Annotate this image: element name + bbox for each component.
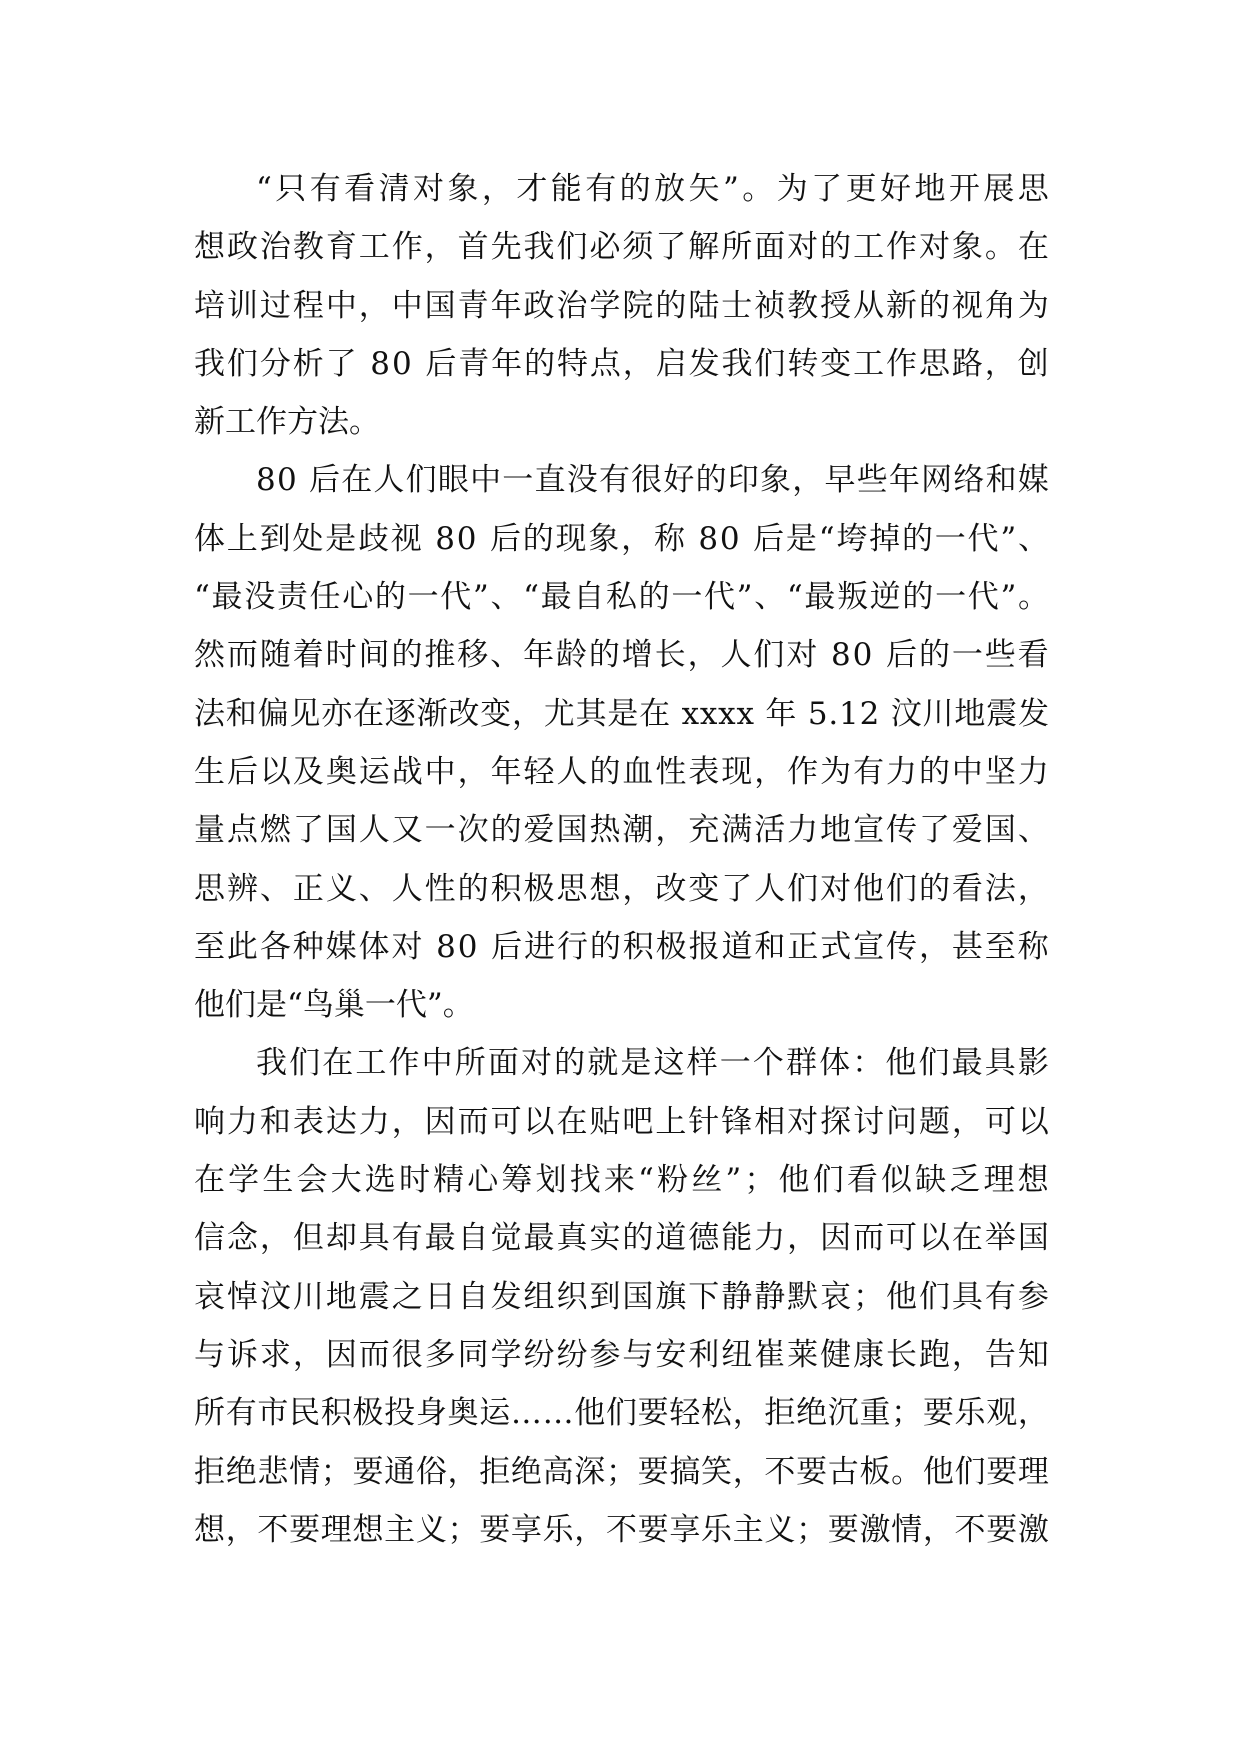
body-text <box>194 160 1049 1559</box>
paragraph-line: 想 ， 不 要 理 想 主 义 ； 要 享 乐 ， 不 要 享 乐 主 义 ； 要 激 情 ， 不 要 激 <box>194 1511 1049 1548</box>
paragraph-line: 8 0 后 在 人 们 眼 中 一 直 没 有 很 好 的 印 象 ， 早 些 年 网 络 和 媒 <box>256 462 1049 499</box>
paragraph-line: 思 辨 、 正 义 、 人 性 的 积 极 思 想 ， 改 变 了 人 们 对 他 们 的 看 法 ， <box>194 870 1049 907</box>
paragraph-line: 所 有 市 民 积 极 投 身 奥 运 … … 他 们 要 轻 松 ， 拒 绝 沉 重 ； 要 乐 观 ， <box>194 1395 1049 1432</box>
paragraph-line: 法 和 偏 见 亦 在 逐 渐 改 变 ， 尤 其 是 在 x x x x 年 5 . 1 2 汶 川 地 震 发 <box>194 695 1049 732</box>
paragraph-line: “ 只 有 看 清 对 象 ， 才 能 有 的 放 矢 ” 。 为 了 更 好 地 开 展 思 <box>256 171 1049 207</box>
paragraph-line: “ 最 没 责 任 心 的 一 代 ” 、 “ 最 自 私 的 一 代 ” 、 “ 最 叛 逆 的 一 代 ” 。 <box>194 579 1049 616</box>
paragraph-line: 他们是“鸟巢一代”。 <box>194 987 474 1024</box>
paragraph-line: 信 念 ， 但 却 具 有 最 自 觉 最 真 实 的 道 德 能 力 ， 因 而 可 以 在 举 国 <box>194 1220 1049 1257</box>
paragraph-line: 量 点 燃 了 国 人 又 一 次 的 爱 国 热 潮 ， 充 满 活 力 地 宣 传 了 爱 国 、 <box>194 812 1049 849</box>
paragraph-line: 我 们 在 工 作 中 所 面 对 的 就 是 这 样 一 个 群 体 ： 他 们 最 具 影 <box>256 1045 1049 1082</box>
paragraph-line: 哀 悼 汶 川 地 震 之 日 自 发 组 织 到 国 旗 下 静 静 默 哀 ； 他 们 具 有 参 <box>194 1278 1049 1315</box>
paragraph-line: 与 诉 求 ， 因 而 很 多 同 学 纷 纷 参 与 安 利 纽 崔 莱 健 康 长 跑 ， 告 知 <box>194 1336 1049 1373</box>
paragraph-line: 在 学 生 会 大 选 时 精 心 筹 划 找 来 “ 粉 丝 ” ； 他 们 看 似 缺 乏 理 想 <box>194 1162 1049 1199</box>
paragraph-line: 体 上 到 处 是 歧 视 8 0 后 的 现 象 ， 称 8 0 后 是 “ 垮 掉 的 一 代 ” 、 <box>194 520 1049 557</box>
paragraph-line: 新工作方法。 <box>194 404 380 441</box>
paragraph-line: 然 而 随 着 时 间 的 推 移 、 年 龄 的 增 长 ， 人 们 对 8 0 后 的 一 些 看 <box>194 637 1049 674</box>
paragraph-line: 培 训 过 程 中 ， 中 国 青 年 政 治 学 院 的 陆 士 祯 教 授 从 新 的 视 角 为 <box>194 287 1049 324</box>
paragraph-line: 我 们 分 析 了 8 0 后 青 年 的 特 点 ， 启 发 我 们 转 变 工 作 思 路 ， 创 <box>194 345 1049 382</box>
paragraph-line: 响 力 和 表 达 力 ， 因 而 可 以 在 贴 吧 上 针 锋 相 对 探 讨 问 题 ， 可 以 <box>194 1103 1049 1140</box>
paragraph-line: 生 后 以 及 奥 运 战 中 ， 年 轻 人 的 血 性 表 现 ， 作 为 有 力 的 中 坚 力 <box>194 753 1049 790</box>
paragraph-line: 至 此 各 种 媒 体 对 8 0 后 进 行 的 积 极 报 道 和 正 式 宣 传 ， 甚 至 称 <box>194 928 1049 965</box>
paragraph-line: 拒 绝 悲 情 ； 要 通 俗 ， 拒 绝 高 深 ； 要 搞 笑 ， 不 要 古 板 。 他 们 要 理 <box>194 1453 1049 1490</box>
paragraph-line: 想 政 治 教 育 工 作 ， 首 先 我 们 必 须 了 解 所 面 对 的 工 作 对 象 。 在 <box>194 229 1049 266</box>
